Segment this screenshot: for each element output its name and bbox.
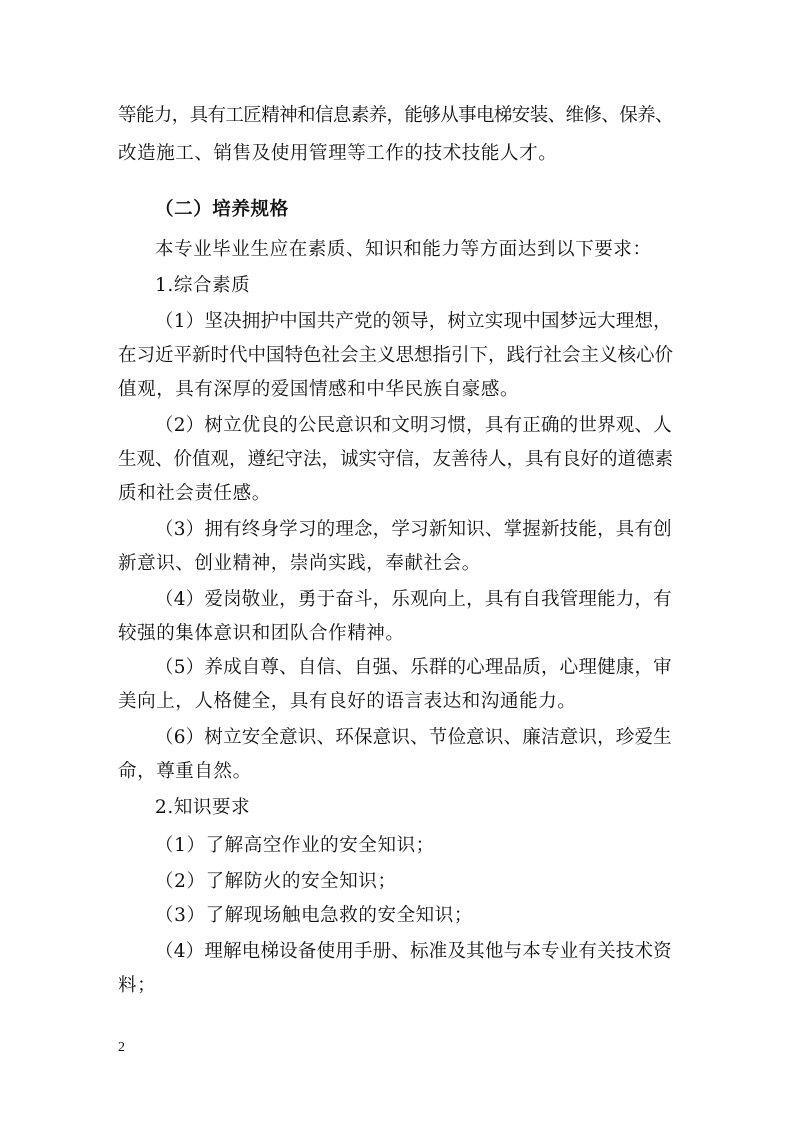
quality-item-4-line-1: （4）爱岗敬业，勇于奋斗，乐观向上，具有自我管理能力，有 (155, 589, 672, 610)
knowledge-item-3: （3）了解现场触电急救的安全知识； (155, 905, 473, 926)
intro-line-1: 等能力，具有工匠精神和信息素养，能够从事电梯安装、维修、保养、 (118, 105, 673, 126)
intro-line-2: 改造施工、销售及使用管理等工作的技术技能人才。 (118, 143, 558, 164)
knowledge-item-4-line-2: 料； (118, 975, 157, 996)
section-heading: （二）培养规格 (155, 199, 289, 220)
knowledge-item-2: （2）了解防火的安全知识； (155, 871, 397, 892)
quality-item-1-line-1: （1）坚决拥护中国共产党的领导，树立实现中国梦远大理想， (155, 311, 672, 332)
quality-item-4-line-2: 较强的集体意识和团队合作精神。 (118, 623, 405, 644)
knowledge-item-1: （1）了解高空作业的安全知识； (155, 835, 435, 856)
section-intro: 本专业毕业生应在素质、知识和能力等方面达到以下要求： (155, 239, 652, 260)
knowledge-item-4-line-1: （4）理解电梯设备使用手册、标准及其他与本专业有关技术资 (155, 941, 672, 962)
quality-item-3-line-2: 新意识、创业精神，崇尚实践，奉献社会。 (118, 553, 481, 574)
quality-item-6-line-1: （6）树立安全意识、环保意识、节俭意识、廉洁意识，珍爱生 (155, 727, 672, 748)
knowledge-title: 2.知识要求 (155, 797, 251, 818)
quality-item-2-line-2: 生观、价值观，遵纪守法，诚实守信，友善待人，具有良好的道德素 (118, 449, 674, 470)
quality-item-3-line-1: （3）拥有终身学习的理念，学习新知识、掌握新技能，具有创 (155, 519, 672, 540)
quality-item-5-line-1: （5）养成自尊、自信、自强、乐群的心理品质，心理健康，审 (155, 657, 672, 678)
page-number: 2 (118, 1040, 125, 1055)
quality-item-6-line-2: 命，尊重自然。 (118, 761, 252, 782)
quality-item-1-line-2: 在习近平新时代中国特色社会主义思想指引下，践行社会主义核心价 (118, 345, 674, 366)
quality-item-1-line-3: 值观，具有深厚的爱国情感和中华民族自豪感。 (118, 379, 520, 400)
quality-title: 1.综合素质 (155, 275, 251, 296)
quality-item-5-line-2: 美向上，人格健全，具有良好的语言表达和沟通能力。 (118, 691, 577, 712)
quality-item-2-line-3: 质和社会责任感。 (118, 483, 271, 504)
quality-item-2-line-1: （2）树立优良的公民意识和文明习惯，具有正确的世界观、人 (155, 415, 672, 436)
